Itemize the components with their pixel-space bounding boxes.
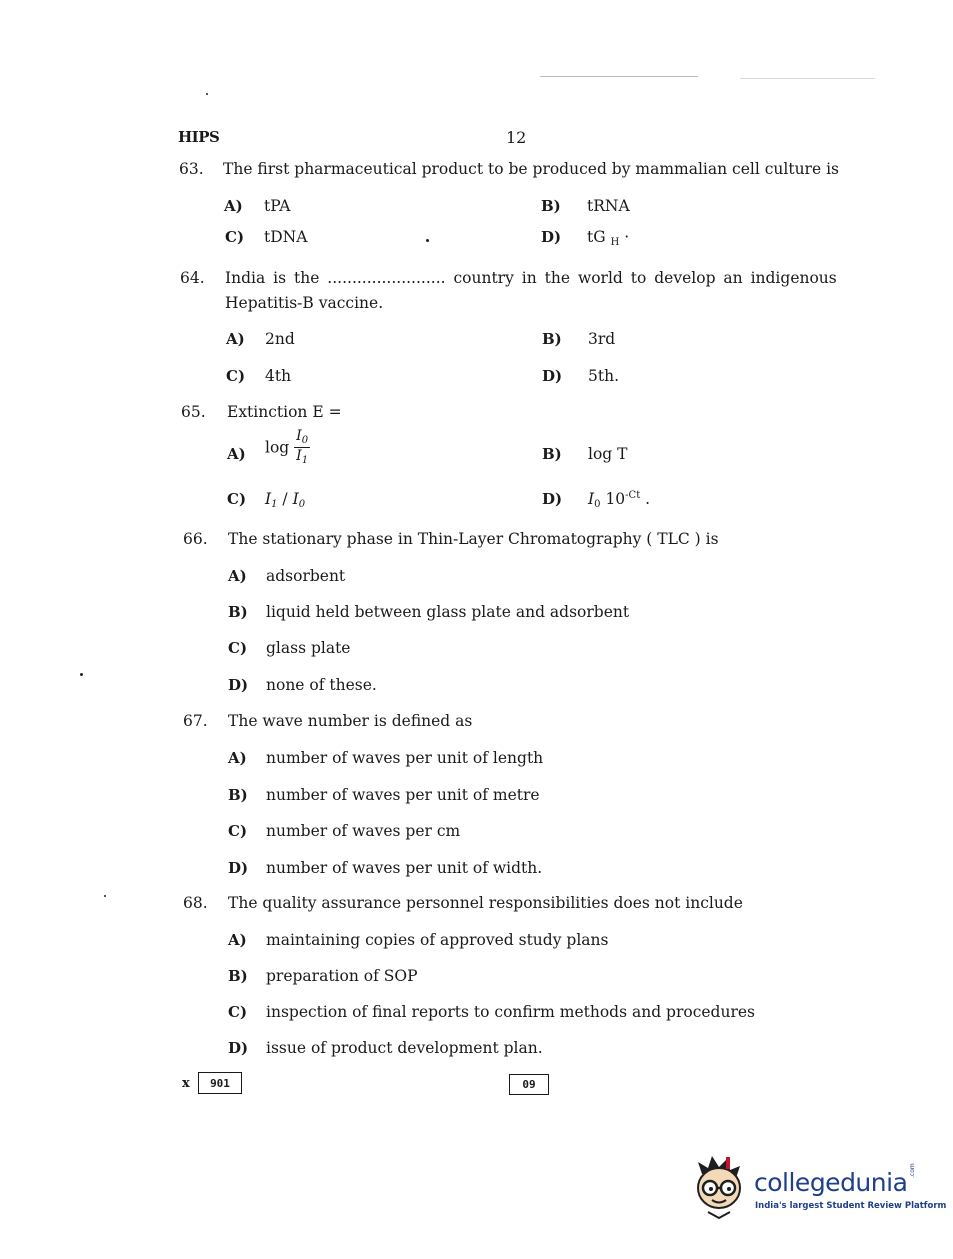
question-text-line1: India is the ........................ country in the world to develop an indigenous: [225, 269, 837, 287]
option-c: glass plate: [266, 639, 351, 657]
question-number: 64.: [180, 269, 205, 287]
option-b: 3rd: [588, 330, 616, 348]
question-number: 63.: [179, 160, 204, 178]
footer-mark: x: [182, 1076, 190, 1091]
option-label-d: D): [228, 1039, 249, 1057]
option-label-b: B): [542, 330, 562, 348]
option-label-d: D): [542, 367, 563, 385]
question-text: The wave number is defined as: [228, 712, 473, 730]
question-number: 67.: [183, 712, 208, 730]
scan-speck: [206, 93, 208, 95]
option-d: issue of product development plan.: [266, 1039, 543, 1057]
option-label-b: B): [542, 445, 562, 463]
option-label-d: D): [541, 228, 562, 246]
option-a: maintaining copies of approved study plans: [266, 931, 609, 949]
question-text: Extinction E =: [227, 403, 342, 421]
option-d: $I_0$ $10^{-Ct}$ .: [588, 490, 651, 510]
option-d: tG $_H$ ·: [587, 228, 630, 248]
option-d: number of waves per unit of width.: [266, 859, 543, 877]
option-b: number of waves per unit of metre: [266, 786, 540, 804]
page-number: 12: [506, 128, 527, 147]
option-label-c: C): [228, 639, 248, 657]
option-c: inspection of final reports to confirm methods and procedures: [266, 1003, 755, 1021]
option-label-a: A): [227, 445, 246, 463]
option-c: 4th: [265, 367, 292, 385]
option-c: tDNA: [264, 228, 308, 246]
option-label-b: B): [228, 786, 248, 804]
option-a: adsorbent: [266, 567, 346, 585]
option-d: none of these.: [266, 676, 377, 694]
option-c: $I_1 / I_0$: [265, 490, 306, 510]
option-label-a: A): [228, 931, 247, 949]
option-label-c: C): [228, 822, 248, 840]
question-number: 65.: [181, 403, 206, 421]
paper-code-header: HIPS: [178, 128, 220, 146]
top-rule-faint: [740, 78, 875, 79]
option-c: number of waves per cm: [266, 822, 461, 840]
question-text: The first pharmaceutical product to be produced by mammalian cell culture is: [223, 160, 839, 178]
question-number: 68.: [183, 894, 208, 912]
scan-speck: [104, 895, 106, 897]
option-label-a: A): [226, 330, 245, 348]
option-a: tPA: [264, 197, 291, 215]
option-label-a: A): [228, 749, 247, 767]
option-label-d: D): [228, 859, 249, 877]
option-label-b: B): [228, 603, 248, 621]
collegedunia-mascot-icon: [688, 1152, 750, 1222]
scan-speck: [426, 239, 429, 242]
option-label-b: B): [541, 197, 561, 215]
brand-tagline: India's largest Student Review Platform: [755, 1201, 947, 1211]
question-number: 66.: [183, 530, 208, 548]
fraction: $\frac{I_0}{I_1}$: [296, 428, 309, 466]
question-text: The stationary phase in Thin-Layer Chromatography ( TLC ) is: [228, 530, 719, 548]
brand-suffix: .com: [909, 1163, 916, 1178]
option-label-a: A): [228, 567, 247, 585]
option-label-a: A): [224, 197, 243, 215]
option-label-d: D): [542, 490, 563, 508]
option-label-c: C): [228, 1003, 248, 1021]
scan-speck: [80, 673, 83, 676]
question-text-line2: Hepatitis-B vaccine.: [225, 294, 384, 312]
option-b: preparation of SOP: [266, 967, 418, 985]
option-label-c: C): [227, 490, 247, 508]
option-a: log $\frac{I_0}{I_1}$: [265, 428, 309, 466]
option-b: log T: [588, 445, 628, 463]
option-label-d: D): [228, 676, 249, 694]
option-label-b: B): [228, 967, 248, 985]
option-b: liquid held between glass plate and adsorbent: [266, 603, 630, 621]
question-text: The quality assurance personnel responsibilities does not include: [228, 894, 743, 912]
option-a: 2nd: [265, 330, 295, 348]
option-b: tRNA: [587, 197, 630, 215]
footer-page-code: 09: [509, 1074, 549, 1095]
brand-name: collegedunia: [754, 1168, 908, 1197]
option-d: 5th.: [588, 367, 619, 385]
option-a: number of waves per unit of length: [266, 749, 544, 767]
option-label-c: C): [225, 228, 245, 246]
top-rule: [540, 76, 698, 77]
footer-paper-code: 901: [198, 1072, 242, 1094]
option-label-c: C): [226, 367, 246, 385]
